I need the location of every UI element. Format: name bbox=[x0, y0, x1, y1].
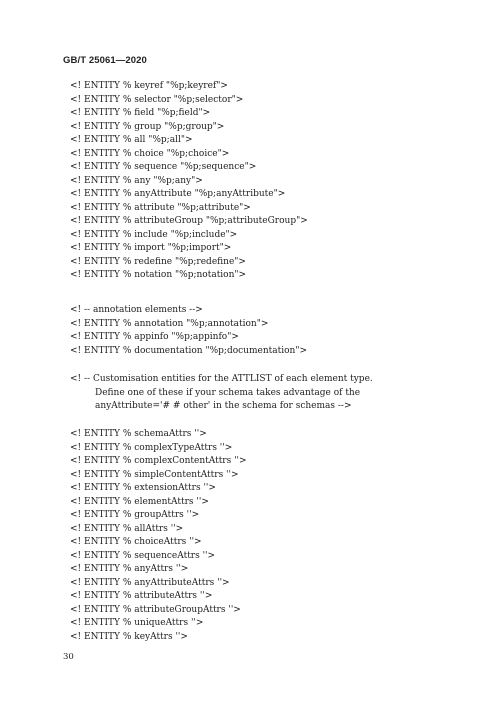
entity-line: <! ENTITY % elementAttrs ''> bbox=[70, 496, 209, 507]
customisation-comment bbox=[70, 373, 373, 414]
entity-line: <! ENTITY % appinfo "%p;appinfo"> bbox=[70, 332, 239, 342]
entity-line: <! ENTITY % selector "%p;selector"> bbox=[70, 94, 244, 105]
comment-line: Define one of these if your schema takes advantage of the bbox=[95, 387, 361, 398]
standard-code-header: GB/T 25061—2020 bbox=[63, 55, 147, 66]
entity-block-elements bbox=[70, 80, 308, 283]
entity-line: <! ENTITY % allAttrs ''> bbox=[70, 523, 184, 534]
comment-line: <! -- Customisation entities for the ATTLIST of each element type. bbox=[70, 374, 373, 384]
page-number: 30 bbox=[63, 652, 74, 662]
entity-line: <! ENTITY % attribute "%p;attribute"> bbox=[70, 202, 251, 213]
entity-line: <! ENTITY % notation "%p;notation"> bbox=[70, 270, 247, 280]
comment-line: <! -- annotation elements --> bbox=[70, 305, 203, 315]
entity-line: <! ENTITY % annotation "%p;annotation"> bbox=[70, 318, 269, 329]
entity-block-annotation bbox=[70, 304, 307, 358]
entity-line: <! ENTITY % sequenceAttrs ''> bbox=[70, 550, 216, 561]
entity-line: <! ENTITY % keyAttrs ''> bbox=[70, 631, 188, 642]
entity-line: <! ENTITY % simpleContentAttrs ''> bbox=[70, 469, 239, 480]
entity-line: <! ENTITY % complexContentAttrs ''> bbox=[70, 456, 247, 466]
entity-line: <! ENTITY % attributeGroupAttrs ''> bbox=[70, 604, 241, 615]
entity-line: <! ENTITY % anyAttribute "%p;anyAttribute"> bbox=[70, 189, 286, 199]
entity-block-attrs bbox=[70, 428, 247, 644]
entity-line: <! ENTITY % choice "%p;choice"> bbox=[70, 148, 230, 159]
entity-line: <! ENTITY % uniqueAttrs ''> bbox=[70, 618, 204, 628]
entity-line: <! ENTITY % sequence "%p;sequence"> bbox=[70, 162, 257, 172]
entity-line: <! ENTITY % schemaAttrs ''> bbox=[70, 429, 207, 439]
entity-line: <! ENTITY % groupAttrs ''> bbox=[70, 510, 200, 520]
entity-line: <! ENTITY % complexTypeAttrs ''> bbox=[70, 442, 233, 453]
entity-line: <! ENTITY % redefine "%p;redefine"> bbox=[70, 256, 246, 267]
entity-line: <! ENTITY % extensionAttrs ''> bbox=[70, 483, 216, 493]
entity-line: <! ENTITY % import "%p;import"> bbox=[70, 243, 232, 253]
entity-line: <! ENTITY % attributeGroup "%p;attributeGroup"> bbox=[70, 216, 308, 226]
entity-line: <! ENTITY % anyAttributeAttrs ''> bbox=[70, 577, 230, 588]
entity-line: <! ENTITY % all "%p;all"> bbox=[70, 135, 193, 145]
entity-line: <! ENTITY % keyref "%p;keyref"> bbox=[70, 81, 228, 91]
entity-line: <! ENTITY % field "%p;field"> bbox=[70, 108, 211, 118]
entity-line: <! ENTITY % any "%p;any"> bbox=[70, 175, 203, 186]
entity-line: <! ENTITY % group "%p;group"> bbox=[70, 121, 225, 132]
comment-line: anyAttribute='# # other' in the schema for schemas --> bbox=[95, 401, 352, 411]
entity-line: <! ENTITY % include "%p;include"> bbox=[70, 229, 238, 240]
entity-line: <! ENTITY % choiceAttrs ''> bbox=[70, 537, 202, 547]
entity-line: <! ENTITY % documentation "%p;documentation"> bbox=[70, 345, 307, 356]
entity-line: <! ENTITY % attributeAttrs ''> bbox=[70, 591, 213, 601]
entity-line: <! ENTITY % anyAttrs ''> bbox=[70, 564, 189, 574]
